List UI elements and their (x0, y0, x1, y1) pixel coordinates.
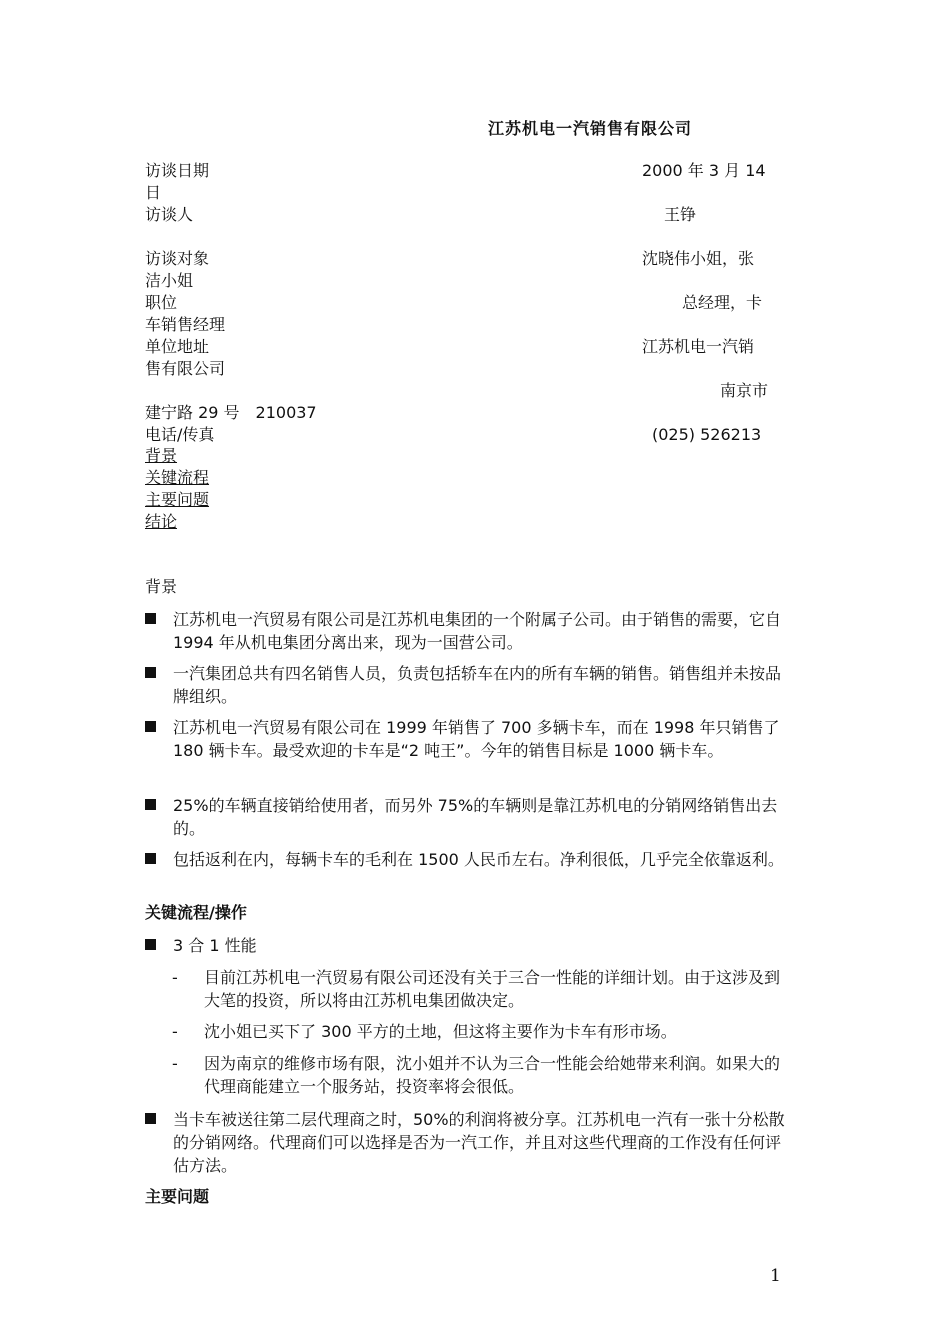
background-bullet: 25%的车辆直接销给使用者，而另外 75%的车辆则是靠江苏机电的分销网络销售出去的。 (145, 794, 785, 840)
document-title: 江苏机电一汽销售有限公司 (488, 119, 693, 138)
bullet-square-icon (145, 1113, 156, 1124)
bullet-square-icon (145, 721, 156, 732)
background-bullet: 包括返利在内，每辆卡车的毛利在 1500 人民币左右。净利很低，几乎完全依靠返利。 (145, 848, 785, 871)
interviewer-value: 王铮 (664, 205, 697, 224)
toc-link-background[interactable]: 背景 (145, 446, 178, 465)
key-process-sub-item: - 因为南京的维修市场有限，沈小姐并不认为三合一性能会给她带来利润。如果大的代理商能建立一个服务站，投资率将会很低。 (172, 1054, 781, 1096)
interviewer-label: 访谈人 (145, 205, 194, 224)
bullet-square-icon (145, 853, 156, 864)
address-label: 单位地址 (145, 337, 210, 356)
main-issues-heading: 主要问题 (145, 1187, 210, 1206)
bullet-square-icon (145, 799, 156, 810)
subject-wrap: 洁小姐 (145, 271, 194, 290)
bullet-square-icon (145, 667, 156, 678)
key-process-heading: 关键流程/操作 (145, 903, 247, 922)
bullet-square-icon (145, 613, 156, 624)
position-wrap: 车销售经理 (145, 315, 226, 334)
subject-label: 访谈对象 (145, 249, 210, 268)
key-process-bullet: 3 合 1 性能 (145, 934, 785, 957)
subject-value: 沈晓伟小姐，张 (642, 249, 755, 268)
background-heading: 背景 (145, 577, 178, 596)
toc-link-conclusion[interactable]: 结论 (145, 512, 178, 531)
background-bullet: 江苏机电一汽贸易有限公司是江苏机电集团的一个附属子公司。由于销售的需要，它自 1994 年从机电集团分离出来，现为一国营公司。 (145, 608, 785, 654)
phone-value: (025) 526213 (652, 425, 762, 444)
bullet-square-icon (145, 939, 156, 950)
address-value: 江苏机电一汽销 (642, 337, 755, 356)
dash-marker: - (172, 1054, 178, 1073)
address-street: 建宁路 29 号 210037 (145, 403, 317, 422)
dash-marker: - (172, 968, 178, 987)
key-process-sub-item: - 沈小姐已买下了 300 平方的土地，但这将主要作为卡车有形市场。 (172, 1022, 677, 1041)
position-label: 职位 (145, 293, 178, 312)
address-city: 南京市 (720, 381, 769, 400)
background-bullet: 江苏机电一汽贸易有限公司在 1999 年销售了 700 多辆卡车，而在 1998 年只销售了 180 辆卡车。最受欢迎的卡车是“2 吨王”。今年的销售目标是 1000 辆卡车。 (145, 716, 785, 762)
toc-link-main-issues[interactable]: 主要问题 (145, 490, 210, 509)
page-number: 1 (770, 1266, 781, 1286)
date-label: 访谈日期 (145, 161, 210, 180)
date-value: 2000 年 3 月 14 (642, 161, 766, 180)
date-wrap: 日 (145, 183, 162, 202)
key-process-bullet: 当卡车被送往第二层代理商之时，50%的利润将被分享。江苏机电一汽有一张十分松散的分销网络。代理商们可以选择是否为一汽工作，并且对这些代理商的工作没有任何评估方法。 (145, 1108, 785, 1177)
toc-link-key-process[interactable]: 关键流程 (145, 468, 210, 487)
background-bullet: 一汽集团总共有四名销售人员，负责包括轿车在内的所有车辆的销售。销售组并未按品牌组织。 (145, 662, 785, 708)
dash-marker: - (172, 1022, 178, 1041)
position-value: 总经理，卡 (682, 293, 763, 312)
phone-label: 电话/传真 (145, 425, 215, 444)
key-process-sub-item: - 目前江苏机电一汽贸易有限公司还没有关于三合一性能的详细计划。由于这涉及到大笔的投资，所以将由江苏机电集团做决定。 (172, 968, 781, 1010)
address-wrap: 售有限公司 (145, 359, 226, 378)
